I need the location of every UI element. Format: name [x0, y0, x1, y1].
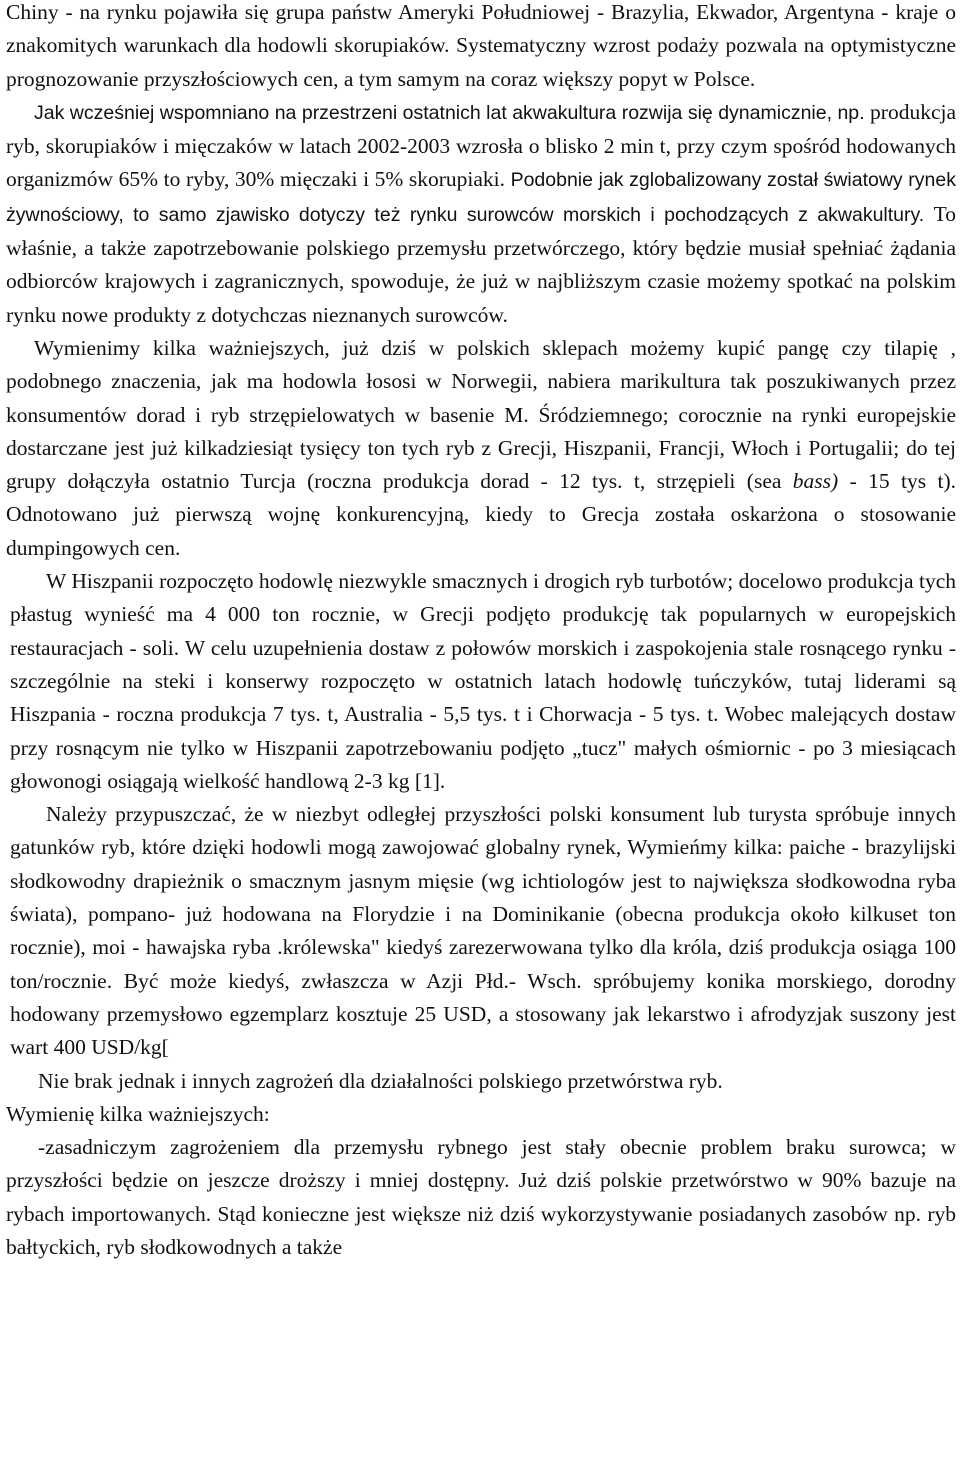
- paragraph-text: Nie brak jednak i innych zagrożeń dla działalności polskiego przetwórstwa ryb.: [38, 1068, 723, 1093]
- paragraph-5: [6, 798, 956, 1064]
- paragraph-7: [6, 1098, 956, 1131]
- paragraph-1: [6, 0, 956, 96]
- paragraph-text-sans: Jak wcześniej wspomniano na przestrzeni ostatnich lat akwakultura rozwija się dynamicznie, np.: [34, 101, 871, 124]
- paragraph-2: [6, 96, 956, 332]
- paragraph-4: [6, 565, 956, 798]
- paragraph-text: W Hiszpanii rozpoczęto hodowlę niezwykle smacznych i drogich ryb turbotów; docelowo produkcja tych płastug wynieść ma 4 000 ton rocznie, w Grecji podjęto produkcję tak popularnych w europejskich restauracjach - soli. W celu uzupełnienia dostaw z połowów morskich i zaspokojenia stale rosnącego rynku - szczególnie na steki i konserwy rozpoczęto w ostatnich latach hodowlę tuńczyków, tutaj liderami są Hiszpania - roczna produkcja 7 tys. t, Australia - 5,5 tys. t i Chorwacja - 5 tys. t. Wobec malejących dostaw przy rosnącym nie tylko w Hiszpanii zapotrzebowaniu podjęto „tucz" małych ośmiornic - po 3 miesiącach głowonogi osiągają wielkość handlową 2-3 kg [1].: [10, 569, 956, 793]
- paragraph-3: [6, 332, 956, 565]
- paragraph-text: Chiny - na rynku pojawiła się grupa państw Ameryki Południowej - Brazylia, Ekwador, Argentyna - kraje o znakomitych warunkach dla hodowli skorupiaków. Systematyczny wzrost podaży pozwala na optymistyczne prognozowanie przyszłościowych cen, a tym samym na coraz większy popyt w Polsce.: [6, 0, 956, 91]
- paragraph-6: [6, 1065, 956, 1098]
- paragraph-text: produkcja ryb, skorupiaków i mięczaków w latach 2002-2003 wzrosła o blisko 2 min t, przy czym spośród hodowanych organizmów 65% to ryby, 30% mięczaki i 5% skorupiaki.: [6, 99, 956, 192]
- italic-term: bass): [792, 469, 839, 494]
- paragraph-text: -zasadniczym zagrożeniem dla przemysłu rybnego jest stały obecnie problem braku surowca; w przyszłości będzie on jeszcze droższy i mniej dostępny. Już dziś polskie przetwórstwo w 90% bazuje na rybach importowanych. Stąd konieczne jest większe niż dziś wykorzystywanie posiadanych zasobów np. ryb bałtyckich, ryb słodkowodnych a także: [6, 1135, 956, 1259]
- paragraph-8: [6, 1131, 956, 1264]
- paragraph-text: Wymienimy kilka ważniejszych, już dziś w polskich sklepach możemy kupić pangę czy tilapię , podobnego znaczenia, jak ma hodowla łososi w Norwegii, nabiera marikultura tak poszukiwanych przez konsumentów dorad i ryb strzępielowatych w basenie M. Śródziemnego; corocznie na rynki europejskie dostarczane jest już kilkadziesiąt tysięcy ton tych ryb z Grecji, Hiszpanii, Francji, Włoch i Portugalii; do tej grupy dołączyła ostatnio Turcja (roczna produkcja dorad - 12 tys. t, strzępieli (sea: [6, 335, 956, 494]
- paragraph-text: Należy przypuszczać, że w niezbyt odległej przyszłości polski konsument lub turysta spróbuje innych gatunków ryb, które dzięki hodowli mogą zawojować globalny rynek, Wymieńmy kilka: paiche - brazylijski słodkowodny drapieżnik o smacznym jasnym mięsie (wg ichtiologów jest to największa słodkowodna ryba świata), pompano- już hodowana na Florydzie i na Dominikanie (obecna produkcja około kilkuset ton rocznie), moi - hawajska ryba .królewska" kiedyś zarezerwowana tylko dla króla, dziś produkcja osiąga 100 ton/rocznie. Być może kiedyś, zwłaszcza w Azji Płd.- Wsch. spróbujemy konika morskiego, dorodny hodowany przemysłowo egzemplarz kosztuje 25 USD, a stosowany jak lekarstwo i afrodyzjak suszony jest wart 400 USD/kg[: [10, 802, 956, 1060]
- paragraph-text: To właśnie, a także zapotrzebowanie polskiego przemysłu przetwórczego, który będzie musiał spełniać żądania odbiorców krajowych i zagranicznych, spowoduje, że już w najbliższym czasie możemy spotkać na polskim rynku nowe produkty z dotychczas nieznanych surowców.: [6, 201, 956, 327]
- paragraph-text-sans: Podobnie jak zglobalizowany został światowy rynek żywnościowy, to samo zjawisko dotyczy też rynku surowców morskich i pochodzących z akwakultury.: [6, 169, 956, 226]
- paragraph-text: - 15 tys t). Odnotowano już pierwszą wojnę konkurencyjną, kiedy to Grecja została oskarżona o stosowanie dumpingowych cen.: [6, 469, 956, 560]
- paragraph-text: Wymienię kilka ważniejszych:: [6, 1101, 270, 1126]
